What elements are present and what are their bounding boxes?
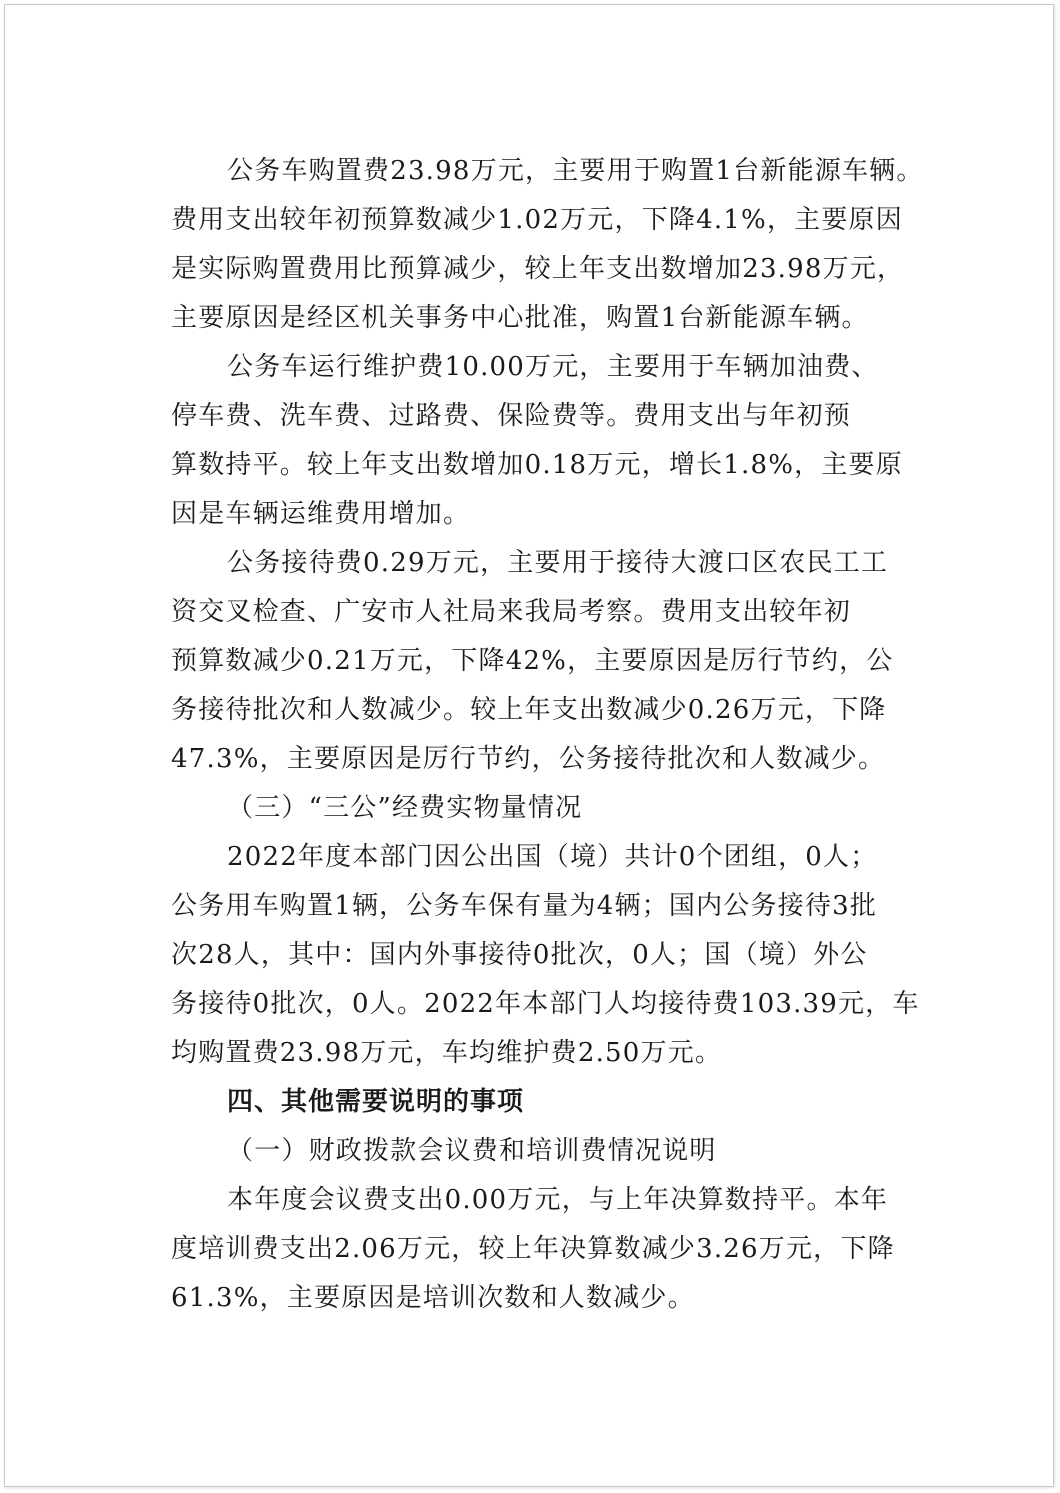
- text-line: 公务接待费0.29万元，主要用于接待大渡口区农民工工: [227, 548, 889, 578]
- text-line: 均购置费23.98万元，车均维护费2.50万元。: [171, 1038, 723, 1068]
- text-line: 公务车运行维护费10.00万元，主要用于车辆加油费、: [227, 352, 879, 382]
- paragraph-car-maintenance: [171, 343, 911, 539]
- paragraph-meeting-training: [171, 1176, 911, 1323]
- text-line: 本年度会议费支出0.00万元，与上年决算数持平。本年: [227, 1185, 889, 1215]
- paragraph-reception: [171, 539, 911, 784]
- paragraph-physical-quantity: [171, 833, 920, 1078]
- text-line: 预算数减少0.21万元，下降42%，主要原因是厉行节约，公: [171, 646, 894, 676]
- document-page: [4, 4, 1054, 1487]
- text-line: 次28人，其中：国内外事接待0批次，0人；国（境）外公: [171, 940, 868, 970]
- text-line: 务接待0批次，0人。2022年本部门人均接待费103.39元，车: [171, 989, 920, 1019]
- text-line: 因是车辆运维费用增加。: [171, 499, 471, 529]
- text-line: 47.3%，主要原因是厉行节约，公务接待批次和人数减少。: [171, 744, 886, 774]
- text-line: 61.3%，主要原因是培训次数和人数减少。: [171, 1283, 695, 1313]
- text-line: 2022年度本部门因公出国（境）共计0个团组，0人；: [227, 842, 878, 872]
- text-line: 资交叉检查、广安市人社局来我局考察。费用支出较年初: [171, 597, 852, 627]
- text-line: 公务用车购置1辆，公务车保有量为4辆；国内公务接待3批: [171, 891, 878, 921]
- text-line: 停车费、洗车费、过路费、保险费等。费用支出与年初预: [171, 401, 852, 431]
- text-line: 主要原因是经区机关事务中心批准，购置1台新能源车辆。: [171, 303, 869, 333]
- text-line: 度培训费支出2.06万元，较上年决算数减少3.26万元，下降: [171, 1234, 895, 1264]
- text-line: 公务车购置费23.98万元，主要用于购置1台新能源车辆。: [227, 156, 924, 186]
- section-heading-four-one: （一）财政拨款会议费和培训费情况说明: [227, 1136, 717, 1166]
- section-heading-three: （三）“三公”经费实物量情况: [227, 793, 583, 823]
- document-body: [171, 147, 924, 1323]
- text-line: 务接待批次和人数减少。较上年支出数减少0.26万元，下降: [171, 695, 887, 725]
- text-line: 费用支出较年初预算数减少1.02万元，下降4.1%，主要原因: [171, 205, 903, 235]
- text-line: 算数持平。较上年支出数增加0.18万元，增长1.8%，主要原: [171, 450, 903, 480]
- paragraph-car-purchase: [171, 147, 924, 343]
- text-line: 是实际购置费用比预算减少，较上年支出数增加23.98万元，: [171, 254, 905, 284]
- section-heading-four: 四、其他需要说明的事项: [227, 1087, 525, 1117]
